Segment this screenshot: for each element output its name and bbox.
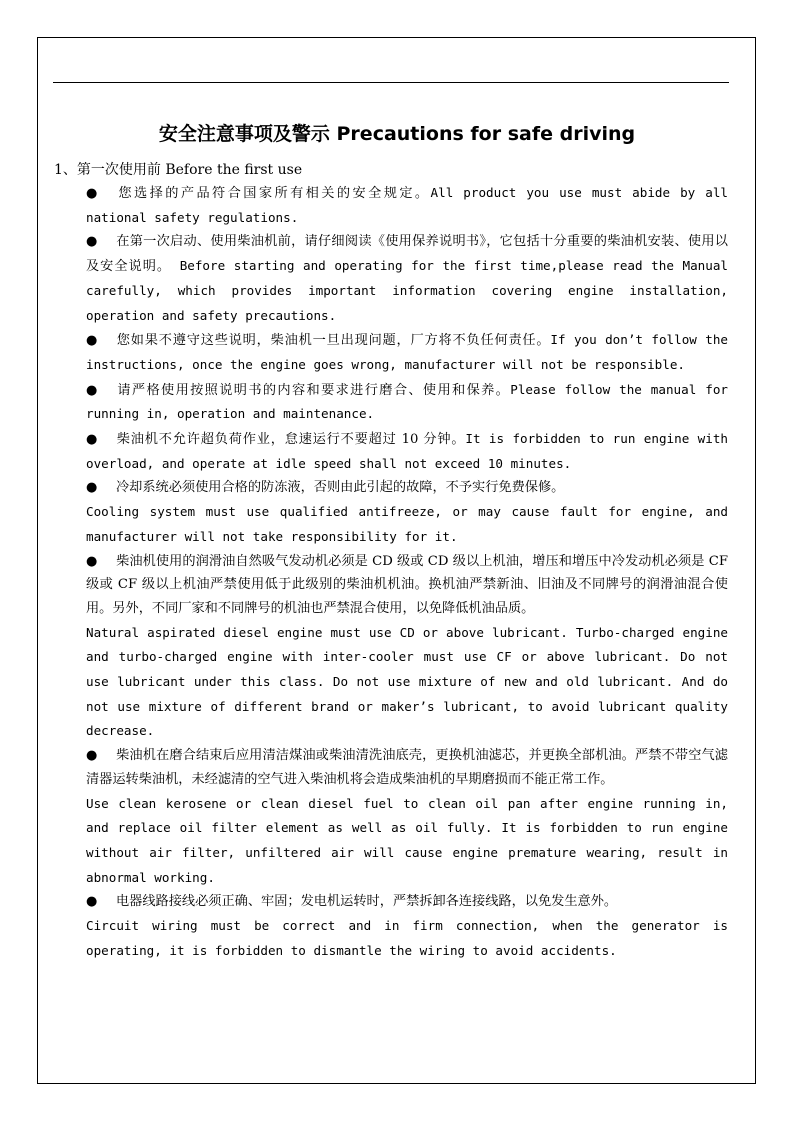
- item-en: Use clean kerosene or clean diesel fuel to clean oil pan after engine running in, and replace oil filter element as well as oil fully. It is forbidden to run engine without air filter, unfiltered air will cause engine premature wearing, result in abnormal working.: [86, 795, 728, 885]
- item-en: If you don’t follow the instructions, once the engine goes wrong, manufacturer will not be responsible.: [86, 332, 729, 372]
- bullet-icon: ●: [86, 186, 98, 201]
- bullet-icon: ●: [86, 333, 98, 349]
- item-zh: 请严格使用按照说明书的内容和要求进行磨合、使用和保养。: [116, 382, 511, 398]
- list-item: [86, 427, 728, 476]
- bullet-icon: ●: [86, 553, 98, 569]
- item-zh: 柴油机在磨合结束后应用清洁煤油或柴油清洗油底壳，更换机油滤芯，并更换全部机油。严禁不带空气滤清器运转柴油机，未经滤清的空气进入柴油机将会造成柴油机的早期磨损而不能正常工作。: [86, 748, 728, 787]
- item-en: All product you use must abide by all national safety regulations.: [86, 185, 728, 225]
- list-item: [86, 378, 728, 427]
- list-item: [86, 476, 728, 500]
- list-item-en: [86, 792, 728, 891]
- page-title: 安全注意事项及警示 Precautions for safe driving: [158, 123, 636, 145]
- item-en: Natural aspirated diesel engine must use CD or above lubricant. Turbo-charged engine and turbo-charged engine with inter-cooler must use CF or above lubricant. Do not use lubricant under this class. Do not use mixture of new and old lubricant. And do not use mixture of different brand or maker’s lubricant, to avoid lubricant quality decrease.: [86, 624, 728, 739]
- section-heading: 1、第一次使用前 Before the first use: [54, 162, 303, 178]
- bullet-icon: ●: [86, 382, 98, 398]
- list-item: [86, 328, 728, 377]
- item-zh: 柴油机不允许超负荷作业，怠速运行不要超过 10 分钟。: [116, 432, 466, 448]
- list-item: [86, 550, 728, 621]
- list-item-en: [86, 500, 728, 549]
- body-text: [86, 181, 728, 964]
- bullet-icon: ●: [86, 432, 98, 448]
- list-item: [86, 181, 728, 230]
- bullet-icon: ●: [86, 748, 98, 764]
- item-zh: 柴油机使用的润滑油自然吸气发动机必须是 CD 级或 CD 级以上机油，增压和增压中冷发动机必须是 CF 级或 CF 级以上机油严禁使用低于此级别的柴油机机油。换机油严禁新油、旧油及不同牌号的润滑油混合使用。另外，不同厂家和不同牌号的机油也严禁混合使用，以免降低机油品质。: [86, 553, 728, 616]
- item-en: Before starting and operating for the first time,please read the Manual carefully, which provides important information covering engine installation, operation and safety precautions.: [86, 258, 728, 323]
- list-item: [86, 230, 728, 328]
- list-item: [86, 744, 728, 791]
- item-zh: 在第一次启动、使用柴油机前，请仔细阅读《使用保养说明书》，它包括十分重要的柴油机安装、使用以及安全说明。: [86, 234, 728, 275]
- item-en: It is forbidden to run engine with overload, and operate at idle speed shall not exceed 10 minutes.: [86, 431, 728, 471]
- item-zh: 您如果不遵守这些说明，柴油机一旦出现问题，厂方将不负任何责任。: [116, 333, 551, 349]
- list-item-en: [86, 914, 728, 963]
- item-zh: 您选择的产品符合国家所有相关的安全规定。: [116, 186, 431, 201]
- item-en: Please follow the manual for running in, operation and maintenance.: [86, 381, 728, 422]
- bullet-icon: ●: [86, 234, 98, 250]
- list-item-en: [86, 621, 728, 745]
- bullet-icon: ●: [86, 894, 98, 910]
- item-zh: 电器线路接线必须正确、牢固；发电机运转时，严禁拆卸各连接线路，以免发生意外。: [116, 894, 618, 910]
- bullet-icon: ●: [86, 480, 98, 496]
- item-en: Circuit wiring must be correct and in firm connection, when the generator is operating, it is forbidden to dismantle the wiring to avoid accidents.: [86, 918, 728, 958]
- item-zh: 冷却系统必须使用合格的防冻液，否则由此引起的故障，不予实行免费保修。: [116, 480, 565, 496]
- item-en: Cooling system must use qualified antifreeze, or may cause fault for engine, and manufacturer will not take responsibility for it.: [86, 504, 728, 544]
- header-rule: [53, 82, 729, 83]
- list-item: [86, 890, 728, 914]
